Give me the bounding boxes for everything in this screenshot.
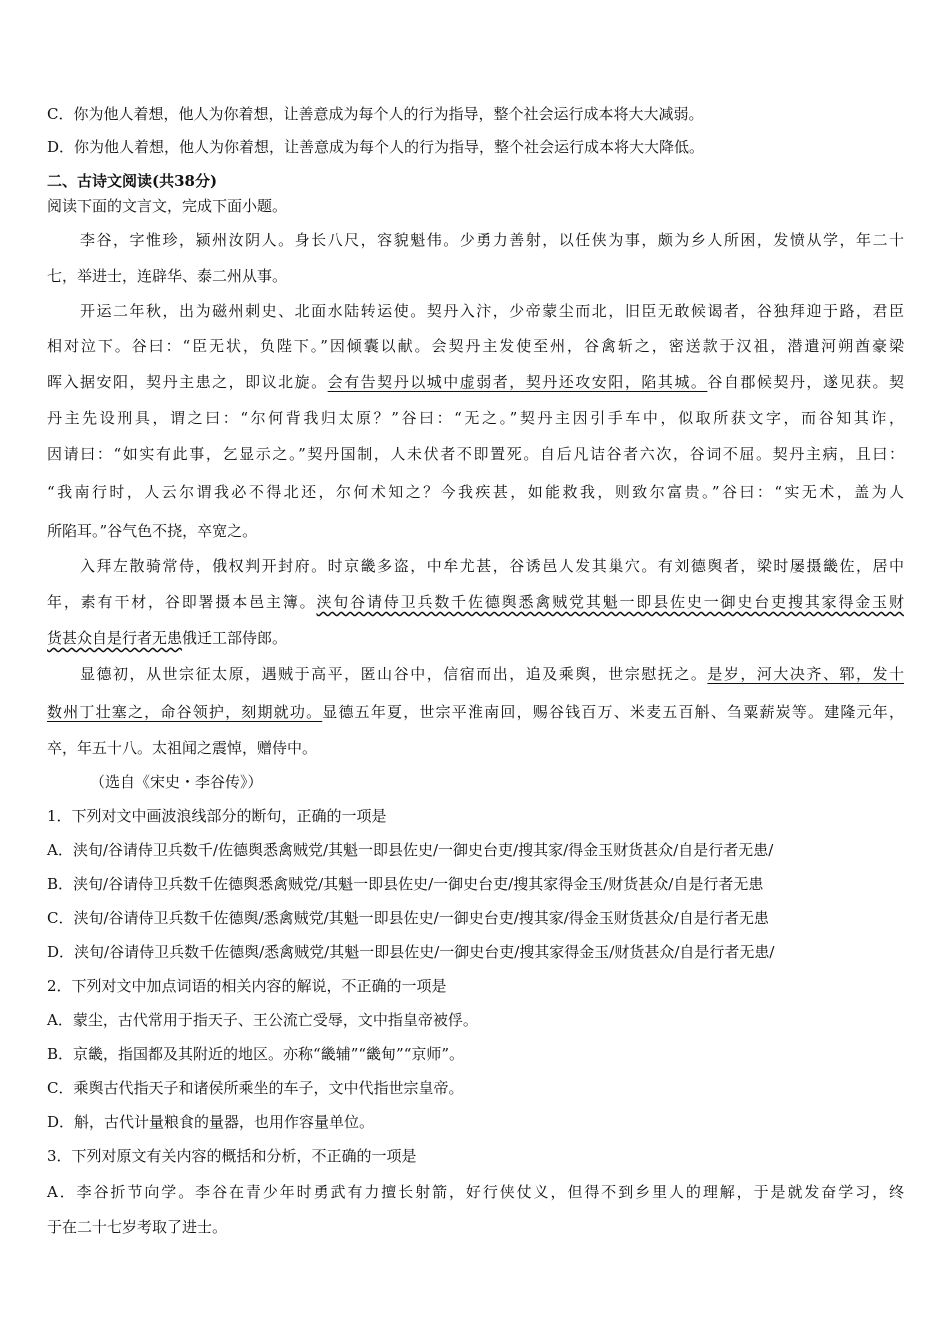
question-2-option-c: C．乘舆古代指天子和诸侯所乘坐的车子，文中代指世宗皇帝。 (47, 1079, 464, 1097)
passage-p1-line2: 七，举进士，连辟华、泰二州从事。 (47, 267, 288, 285)
question-1-option-b: B．浃旬/谷请侍卫兵数千佐德舆悉禽贼党/其魁一即县佐史/一御史台吏/搜其家得金玉/财货甚众/自是行者无患 (47, 875, 764, 893)
question-3-stem: 3．下列对原文有关内容的概括和分析，不正确的一项是 (47, 1147, 417, 1165)
section-instruction: 阅读下面的文言文，完成下面小题。 (47, 197, 288, 215)
passage-p2-line3 (47, 370, 904, 394)
passage-p3-line1: 入拜左散骑常侍，俄权判开封府。时京畿多盗，中牟尤甚，谷诱邑人发其巢穴。有刘德舆者，梁时屡摄畿佐，居中 (80, 557, 904, 575)
question-1-option-d: D．浃旬/谷请侍卫兵数千佐德舆/悉禽贼党/其魁一即县佐史/一御史台吏/搜其家得金玉/财货甚众/自是行者无患/ (47, 943, 775, 961)
question-1-option-a: A．浃旬/谷请侍卫兵数千/佐德舆悉禽贼党/其魁一即县佐史/一御史台吏/搜其家/得金玉财货甚众/自是行者无患/ (47, 841, 774, 859)
passage-p2-line6: “我南行时，人云尔谓我必不得北还，尔何术知之？今我疾甚，如能救我，则致尔富贵。”谷曰：“实无术，盖为人 (47, 483, 904, 501)
underlined-sentence-1: 会有告契丹以城中虚弱者，契丹还攻安阳，陷其城。 (327, 373, 708, 391)
passage-text: 谷自郡候契丹，遂见获。契 (707, 373, 904, 391)
passage-text: 晖入据安阳，契丹主患之，即议北旋。 (47, 373, 328, 391)
passage-p2-line7: 所陷耳。”谷气色不挠，卒宽之。 (47, 522, 258, 540)
passage-text: 显德五年夏，世宗平淮南回，赐谷钱百万、米麦五百斛、刍粟薪炭等。建隆元年， (322, 703, 904, 721)
passage-p4-line2 (47, 700, 904, 724)
question-2-option-b: B．京畿，指国都及其附近的地区。亦称“畿辅”“畿甸”“京师”。 (47, 1045, 465, 1063)
question-2-option-d: D．斛，古代计量粮食的量器，也用作容量单位。 (47, 1113, 375, 1131)
passage-p2-line4: 丹主先设刑具，谓之曰：“尔何背我归太原？”谷曰：“无之。”契丹主因引手车中，似取所获文字，而谷知其诈， (47, 409, 904, 427)
underlined-sentence-2: 是岁，河大决齐、郓，发十 (707, 665, 904, 683)
wavy-underlined-text: 货甚众自是行者无患 (47, 629, 183, 647)
underlined-sentence-2-cont: 数州丁壮塞之，命谷领护，刻期就功。 (47, 703, 323, 721)
passage-p2-line1: 开运二年秋，出为磁州刺史、北面水陆转运使。契丹入汴，少帝蒙尘而北，旧臣无敢候谒者，谷独拜迎于路，君臣 (80, 302, 904, 320)
question-3-option-a: A．李谷折节向学。李谷在青少年时勇武有力擅长射箭，好行侠仗义，但得不到乡里人的理解，于是就发奋学习，终 (47, 1183, 904, 1201)
passage-text: 俄迁工部侍郎。 (182, 629, 288, 647)
passage-p2-line5: 因请曰：“如实有此事，乞显示之。”契丹国制，人未伏者不即置死。自后凡诘谷者六次，谷词不屈。契丹主病，且曰： (47, 445, 904, 463)
question-1-option-c: C．浃旬/谷请侍卫兵数千佐德舆/悉禽贼党/其魁一即县佐史/一御史台吏/搜其家/得金玉财货甚众/自是行者无患 (47, 909, 769, 927)
question-1-stem: 1．下列对文中画波浪线部分的断句，正确的一项是 (47, 807, 387, 825)
passage-p4-line1 (80, 662, 904, 686)
option-d-prev: D．你为他人着想，他人为你着想，让善意成为每个人的行为指导，整个社会运行成本将大大降低。 (47, 138, 705, 156)
passage-text: 显德初，从世宗征太原，遇贼于高平，匿山谷中，信宿而出，追及乘舆，世宗慰抚之。 (80, 665, 708, 683)
passage-p1-line1: 李谷，字惟珍，颍州汝阴人。身长八尺，容貌魁伟。少勇力善射，以任侠为事，颇为乡人所困，发愤从学，年二十 (80, 231, 904, 249)
option-c-prev: C．你为他人着想，他人为你着想，让善意成为每个人的行为指导，整个社会运行成本将大大减弱。 (47, 105, 704, 123)
passage-p4-line3: 卒，年五十八。太祖闻之震悼，赠侍中。 (47, 739, 318, 757)
question-3-option-a-cont: 于在二十七岁考取了进士。 (47, 1218, 228, 1236)
question-2-stem: 2．下列对文中加点词语的相关内容的解说，不正确的一项是 (47, 977, 447, 995)
passage-p2-line2: 相对泣下。谷曰：“臣无状，负陛下。”因倾囊以献。会契丹主发使至州，谷禽斩之，密送款于汉祖，潜遣河朔酋豪梁 (47, 337, 904, 355)
passage-text: 年，素有干材，谷即署摄本邑主簿。 (47, 593, 317, 611)
question-2-option-a: A．蒙尘，古代常用于指天子、王公流亡受辱，文中指皇帝被俘。 (47, 1011, 478, 1029)
passage-source: （选自《宋史・李谷传》） (90, 773, 263, 791)
passage-p3-line3 (47, 626, 904, 650)
wavy-underlined-text: 浃旬谷请侍卫兵数千佐德舆悉禽贼党其魁一即县佐史一御史台吏搜其家得金玉财 (316, 593, 904, 611)
passage-p3-line2 (47, 590, 904, 614)
section-title: 二、古诗文阅读(共38分) (47, 172, 218, 190)
